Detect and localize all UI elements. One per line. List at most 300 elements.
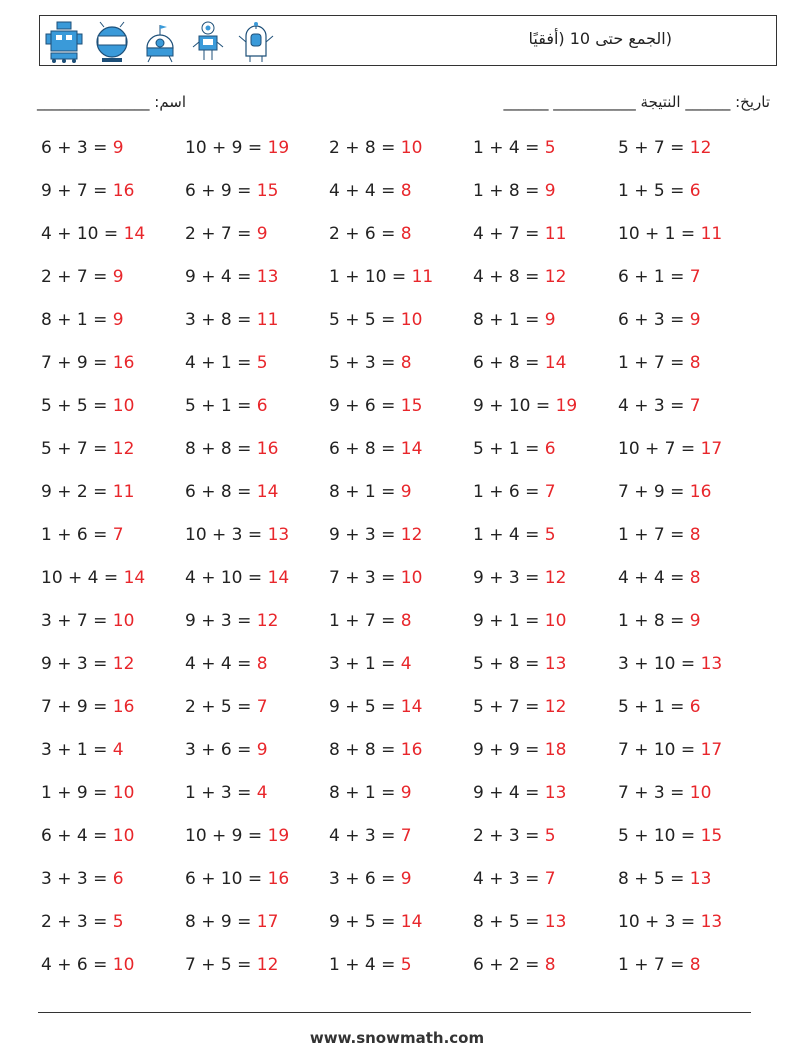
problem-answer: 13 <box>544 654 567 674</box>
problem <box>41 654 134 674</box>
problem-question: 9 + 3 = <box>185 611 257 631</box>
problem <box>473 267 566 287</box>
problem-answer: 8 <box>256 654 268 674</box>
problem-answer: 17 <box>256 912 279 932</box>
problem-answer: 6 <box>112 869 124 889</box>
problem-question: 3 + 1 = <box>329 654 401 674</box>
problem-answer: 11 <box>411 267 434 287</box>
problem <box>473 396 577 416</box>
problem-answer: 9 <box>544 181 556 201</box>
problem-question: 3 + 6 = <box>329 869 401 889</box>
problem-answer: 12 <box>544 697 567 717</box>
problem-question: 7 + 3 = <box>618 783 690 803</box>
problem-answer: 7 <box>544 869 556 889</box>
problem-question: 9 + 9 = <box>473 740 545 760</box>
problem-answer: 8 <box>689 955 701 975</box>
problem <box>473 224 566 244</box>
problem <box>618 826 722 846</box>
problem-question: 2 + 5 = <box>185 697 257 717</box>
problem-answer: 12 <box>256 955 279 975</box>
problem-question: 5 + 7 = <box>618 138 690 158</box>
problem-answer: 9 <box>689 310 701 330</box>
problem-answer: 13 <box>267 525 290 545</box>
problem <box>618 353 701 373</box>
problem <box>473 138 556 158</box>
problem-question: 5 + 3 = <box>329 353 401 373</box>
problem-answer: 11 <box>112 482 135 502</box>
problem-question: 7 + 9 = <box>618 482 690 502</box>
problem-question: 3 + 3 = <box>41 869 113 889</box>
problem-question: 9 + 4 = <box>473 783 545 803</box>
problem <box>185 783 268 803</box>
problem-answer: 16 <box>400 740 423 760</box>
problem-question: 1 + 7 = <box>618 353 690 373</box>
problem <box>185 697 268 717</box>
problem-question: 10 + 7 = <box>618 439 701 459</box>
problem-answer: 5 <box>544 525 556 545</box>
problem-answer: 19 <box>267 826 290 846</box>
problem-answer: 4 <box>256 783 268 803</box>
robot-square-icon <box>44 20 84 64</box>
problem <box>41 525 124 545</box>
problem-question: 5 + 7 = <box>41 439 113 459</box>
problem <box>473 826 556 846</box>
problem-question: 9 + 6 = <box>329 396 401 416</box>
problem <box>473 955 556 975</box>
problem <box>185 568 289 588</box>
problem-answer: 13 <box>544 912 567 932</box>
problem-answer: 6 <box>256 396 268 416</box>
problem-question: 1 + 8 = <box>618 611 690 631</box>
problem-question: 8 + 1 = <box>329 783 401 803</box>
problem-answer: 12 <box>256 611 279 631</box>
problem-question: 9 + 3 = <box>473 568 545 588</box>
problem-question: 8 + 1 = <box>473 310 545 330</box>
problem-answer: 8 <box>400 181 412 201</box>
problem-question: 9 + 4 = <box>185 267 257 287</box>
problem-answer: 7 <box>689 396 701 416</box>
problem-question: 1 + 5 = <box>618 181 690 201</box>
problem <box>41 826 134 846</box>
problem-question: 10 + 3 = <box>618 912 701 932</box>
problem-question: 1 + 6 = <box>473 482 545 502</box>
problem-answer: 4 <box>400 654 412 674</box>
problem-answer: 7 <box>400 826 412 846</box>
problem-answer: 14 <box>123 224 146 244</box>
problem <box>329 955 412 975</box>
problem-answer: 7 <box>689 267 701 287</box>
problem-answer: 17 <box>700 439 723 459</box>
problem <box>329 611 412 631</box>
problem <box>185 611 278 631</box>
problem-question: 6 + 9 = <box>185 181 257 201</box>
problem-answer: 16 <box>256 439 279 459</box>
problem <box>618 697 701 717</box>
problem-answer: 19 <box>555 396 578 416</box>
problem-answer: 8 <box>689 525 701 545</box>
problem <box>618 654 722 674</box>
problem-answer: 10 <box>689 783 712 803</box>
problem-question: 9 + 3 = <box>41 654 113 674</box>
problem <box>618 224 722 244</box>
problem-question: 5 + 1 = <box>473 439 545 459</box>
problem-answer: 15 <box>256 181 279 201</box>
problem-question: 10 + 9 = <box>185 138 268 158</box>
problem-question: 5 + 5 = <box>41 396 113 416</box>
problem <box>329 740 422 760</box>
problem <box>185 525 289 545</box>
problem <box>185 138 289 158</box>
problem-question: 8 + 9 = <box>185 912 257 932</box>
problem-answer: 16 <box>689 482 712 502</box>
problem-answer: 6 <box>544 439 556 459</box>
problem-question: 3 + 6 = <box>185 740 257 760</box>
problem <box>473 611 566 631</box>
problem <box>41 869 124 889</box>
problem-question: 1 + 8 = <box>473 181 545 201</box>
problem <box>329 310 422 330</box>
worksheet-header <box>39 15 777 66</box>
problem-question: 4 + 4 = <box>618 568 690 588</box>
problem-question: 1 + 4 = <box>329 955 401 975</box>
problem-answer: 10 <box>400 310 423 330</box>
problem <box>185 740 268 760</box>
problem-question: 2 + 8 = <box>329 138 401 158</box>
problem-question: 2 + 7 = <box>41 267 113 287</box>
problem-answer: 12 <box>112 439 135 459</box>
problem <box>329 482 412 502</box>
problem-answer: 15 <box>400 396 423 416</box>
problem-answer: 15 <box>700 826 723 846</box>
problem-question: 2 + 6 = <box>329 224 401 244</box>
footer-url: www.snowmath.com <box>309 1029 485 1047</box>
problem-question: 8 + 1 = <box>329 482 401 502</box>
problem <box>329 181 412 201</box>
problem <box>41 353 134 373</box>
problem <box>41 955 134 975</box>
problem-question: 4 + 6 = <box>41 955 113 975</box>
problem-question: 2 + 3 = <box>41 912 113 932</box>
problem <box>185 396 268 416</box>
problem-question: 1 + 4 = <box>473 525 545 545</box>
problem <box>41 138 124 158</box>
problem-answer: 12 <box>544 267 567 287</box>
problem <box>329 783 412 803</box>
problem <box>473 783 566 803</box>
problem-answer: 9 <box>400 783 412 803</box>
problem-question: 4 + 3 = <box>473 869 545 889</box>
problem-answer: 8 <box>400 353 412 373</box>
problem-question: 9 + 2 = <box>41 482 113 502</box>
problem-question: 9 + 5 = <box>329 697 401 717</box>
problem-answer: 10 <box>112 955 135 975</box>
problem-question: 4 + 10 = <box>185 568 268 588</box>
problem <box>618 396 701 416</box>
problem <box>41 912 124 932</box>
worksheet-title: (الجمع حتى 10 (أفقيًا <box>528 29 672 48</box>
problem-answer: 14 <box>267 568 290 588</box>
robot-round-icon <box>92 20 132 64</box>
problem-answer: 10 <box>544 611 567 631</box>
problem-question: 1 + 7 = <box>329 611 401 631</box>
problem-question: 4 + 3 = <box>618 396 690 416</box>
problem <box>329 525 422 545</box>
problem <box>185 912 278 932</box>
problem-question: 10 + 9 = <box>185 826 268 846</box>
name-field: اسم: _______________ <box>37 93 187 111</box>
problem-question: 9 + 10 = <box>473 396 556 416</box>
problem-answer: 9 <box>112 310 124 330</box>
problem <box>41 181 134 201</box>
problem-answer: 14 <box>400 912 423 932</box>
problem <box>618 912 722 932</box>
problem-answer: 12 <box>689 138 712 158</box>
problem-question: 6 + 8 = <box>185 482 257 502</box>
problem-question: 4 + 8 = <box>473 267 545 287</box>
problem <box>329 439 422 459</box>
problem-question: 10 + 1 = <box>618 224 701 244</box>
problem <box>329 826 412 846</box>
problem <box>618 955 701 975</box>
problem-question: 6 + 1 = <box>618 267 690 287</box>
problem <box>185 267 278 287</box>
problem-answer: 5 <box>544 138 556 158</box>
problem <box>618 310 701 330</box>
problem-answer: 9 <box>112 267 124 287</box>
problem-question: 7 + 9 = <box>41 697 113 717</box>
problem <box>41 568 145 588</box>
problem-answer: 8 <box>689 568 701 588</box>
problem-answer: 16 <box>112 181 135 201</box>
problem-question: 2 + 7 = <box>185 224 257 244</box>
problem <box>618 138 711 158</box>
problem-answer: 9 <box>256 740 268 760</box>
problem <box>329 912 422 932</box>
problem <box>41 396 134 416</box>
problem-question: 5 + 10 = <box>618 826 701 846</box>
problem-answer: 14 <box>256 482 279 502</box>
problem-answer: 13 <box>256 267 279 287</box>
problem-question: 6 + 3 = <box>41 138 113 158</box>
problem-answer: 9 <box>544 310 556 330</box>
problem <box>618 568 701 588</box>
problem-question: 3 + 7 = <box>41 611 113 631</box>
problem-answer: 10 <box>112 611 135 631</box>
problem <box>185 869 289 889</box>
robot-dome-icon <box>140 20 180 64</box>
problem-answer: 10 <box>112 783 135 803</box>
date-score-field: تاريخ: ______ النتيجة ___________ ______ <box>503 93 770 111</box>
problem-answer: 18 <box>544 740 567 760</box>
problem-question: 4 + 4 = <box>329 181 401 201</box>
problem-question: 1 + 3 = <box>185 783 257 803</box>
problem <box>41 224 145 244</box>
problem <box>41 310 124 330</box>
problem-answer: 7 <box>256 697 268 717</box>
problem-answer: 9 <box>400 482 412 502</box>
problem <box>473 310 556 330</box>
problem-question: 9 + 5 = <box>329 912 401 932</box>
problem <box>41 267 124 287</box>
problem-answer: 9 <box>689 611 701 631</box>
problem-question: 6 + 4 = <box>41 826 113 846</box>
problem-answer: 9 <box>400 869 412 889</box>
problem-question: 1 + 4 = <box>473 138 545 158</box>
problem-question: 4 + 10 = <box>41 224 124 244</box>
problem-answer: 8 <box>400 611 412 631</box>
problem-question: 8 + 5 = <box>618 869 690 889</box>
problem <box>618 181 701 201</box>
problem-answer: 8 <box>544 955 556 975</box>
problem <box>185 353 268 373</box>
problem-answer: 17 <box>700 740 723 760</box>
problem-answer: 14 <box>544 353 567 373</box>
robot-icons <box>44 20 276 64</box>
problem-answer: 16 <box>112 697 135 717</box>
problem-question: 8 + 1 = <box>41 310 113 330</box>
problem-answer: 5 <box>256 353 268 373</box>
problem <box>41 783 134 803</box>
problem-question: 7 + 10 = <box>618 740 701 760</box>
problem <box>185 439 278 459</box>
problem <box>185 482 278 502</box>
problem <box>473 439 556 459</box>
robot-small-icon <box>188 20 228 64</box>
problem <box>618 525 701 545</box>
problem-question: 10 + 4 = <box>41 568 124 588</box>
problem-answer: 13 <box>700 654 723 674</box>
bottom-divider <box>38 1012 751 1013</box>
problem-question: 3 + 1 = <box>41 740 113 760</box>
problem-question: 7 + 3 = <box>329 568 401 588</box>
problem-question: 2 + 3 = <box>473 826 545 846</box>
problem <box>618 267 701 287</box>
problem-answer: 6 <box>689 697 701 717</box>
problem-question: 3 + 8 = <box>185 310 257 330</box>
problem <box>473 912 566 932</box>
problem-question: 6 + 8 = <box>473 353 545 373</box>
problem <box>473 869 556 889</box>
problem-answer: 5 <box>544 826 556 846</box>
problem-answer: 9 <box>112 138 124 158</box>
problem-answer: 4 <box>112 740 124 760</box>
problem-question: 5 + 5 = <box>329 310 401 330</box>
problem-question: 4 + 7 = <box>473 224 545 244</box>
problem <box>329 654 412 674</box>
problem <box>41 439 134 459</box>
problem-answer: 11 <box>700 224 723 244</box>
problem <box>41 482 134 502</box>
problem-question: 5 + 1 = <box>185 396 257 416</box>
problem <box>185 955 278 975</box>
problem <box>185 310 278 330</box>
problem <box>329 697 422 717</box>
problem-question: 5 + 8 = <box>473 654 545 674</box>
problem-question: 1 + 10 = <box>329 267 412 287</box>
problem-answer: 10 <box>112 826 135 846</box>
problem-answer: 14 <box>123 568 146 588</box>
problem-answer: 8 <box>400 224 412 244</box>
problem-question: 9 + 7 = <box>41 181 113 201</box>
problem-question: 6 + 8 = <box>329 439 401 459</box>
problem-answer: 10 <box>112 396 135 416</box>
problem-question: 3 + 10 = <box>618 654 701 674</box>
problem <box>473 482 556 502</box>
problem <box>473 654 566 674</box>
problem <box>329 267 433 287</box>
problem <box>618 439 722 459</box>
problem <box>41 611 134 631</box>
problem-answer: 8 <box>689 353 701 373</box>
problem-question: 9 + 3 = <box>329 525 401 545</box>
problem <box>473 740 566 760</box>
problem <box>329 224 412 244</box>
problem <box>618 869 711 889</box>
problem-answer: 19 <box>267 138 290 158</box>
problem-question: 1 + 7 = <box>618 955 690 975</box>
problem-question: 6 + 3 = <box>618 310 690 330</box>
problem <box>473 568 566 588</box>
problem-question: 10 + 3 = <box>185 525 268 545</box>
problem <box>185 826 289 846</box>
problem-answer: 10 <box>400 138 423 158</box>
problem-answer: 12 <box>544 568 567 588</box>
problem <box>473 353 566 373</box>
problem <box>329 869 412 889</box>
problem-question: 8 + 8 = <box>329 740 401 760</box>
problem <box>185 654 268 674</box>
problem <box>618 783 711 803</box>
problem-question: 1 + 7 = <box>618 525 690 545</box>
problem-question: 5 + 1 = <box>618 697 690 717</box>
problem-answer: 14 <box>400 439 423 459</box>
problem <box>473 181 556 201</box>
problem-question: 7 + 9 = <box>41 353 113 373</box>
problem-question: 1 + 9 = <box>41 783 113 803</box>
problem-answer: 13 <box>689 869 712 889</box>
problem <box>185 224 268 244</box>
problem-answer: 7 <box>544 482 556 502</box>
problem <box>185 181 278 201</box>
problem-question: 5 + 7 = <box>473 697 545 717</box>
problem <box>618 611 701 631</box>
problem-answer: 14 <box>400 697 423 717</box>
problem <box>329 138 422 158</box>
problem <box>329 353 412 373</box>
problem-answer: 5 <box>112 912 124 932</box>
problem <box>618 482 711 502</box>
problem-answer: 9 <box>256 224 268 244</box>
problem-answer: 5 <box>400 955 412 975</box>
problem-answer: 11 <box>544 224 567 244</box>
problem-answer: 6 <box>689 181 701 201</box>
problem <box>618 740 722 760</box>
problem <box>329 396 422 416</box>
problem <box>473 525 556 545</box>
problem <box>473 697 566 717</box>
problem <box>41 697 134 717</box>
problem-question: 9 + 1 = <box>473 611 545 631</box>
problem-question: 8 + 5 = <box>473 912 545 932</box>
problem <box>41 740 124 760</box>
problem-question: 1 + 6 = <box>41 525 113 545</box>
problem-question: 8 + 8 = <box>185 439 257 459</box>
problem-question: 6 + 2 = <box>473 955 545 975</box>
problem-question: 4 + 4 = <box>185 654 257 674</box>
problem-question: 6 + 10 = <box>185 869 268 889</box>
problem-answer: 13 <box>700 912 723 932</box>
problem-answer: 12 <box>400 525 423 545</box>
